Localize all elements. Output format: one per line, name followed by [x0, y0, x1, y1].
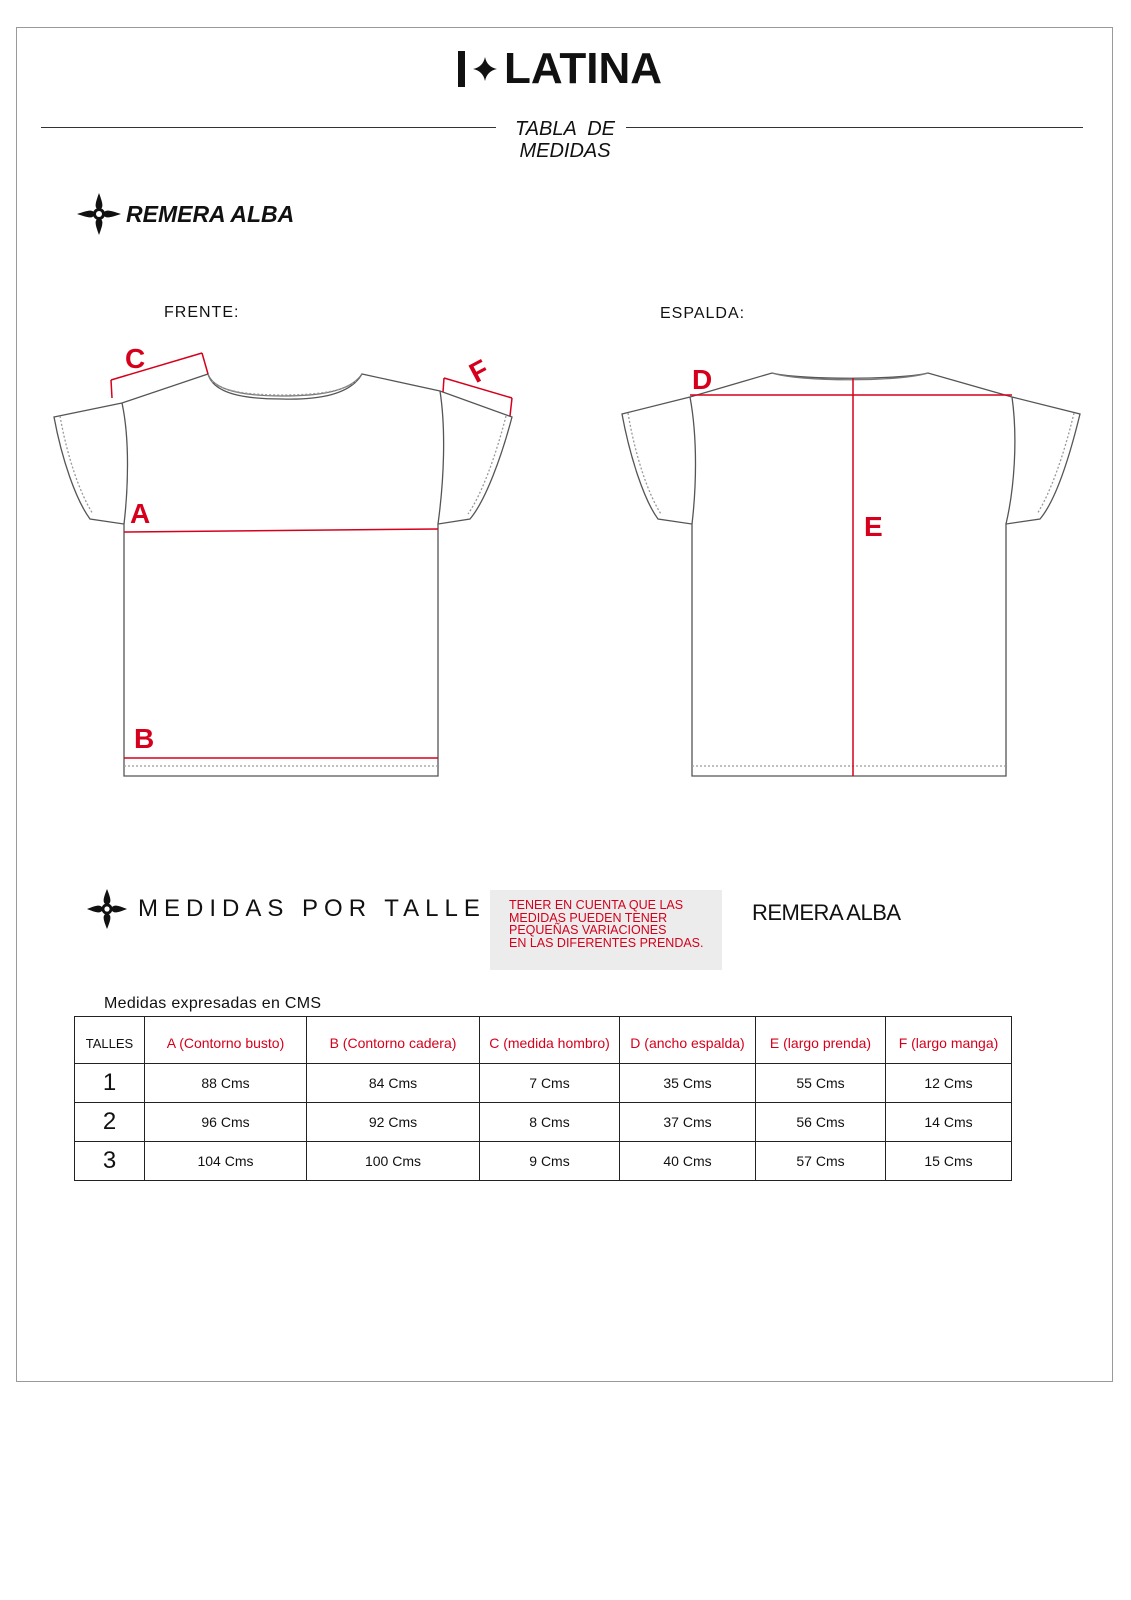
table-cell: 92 Cms: [307, 1103, 480, 1142]
note-line: PEQUEÑAS VARIACIONES: [509, 923, 667, 937]
front-measure-lines: [111, 353, 512, 758]
label-b: B: [134, 723, 155, 754]
note-line: EN LAS DIFERENTES PRENDAS.: [509, 935, 704, 950]
table-cell: 84 Cms: [307, 1064, 480, 1103]
column-header: F (largo manga): [886, 1017, 1012, 1064]
table-cell: 15 Cms: [886, 1142, 1012, 1181]
table-cell: 14 Cms: [886, 1103, 1012, 1142]
size-cell: 3: [75, 1142, 145, 1181]
table-row: [75, 1142, 1012, 1181]
table-row: [75, 1103, 1012, 1142]
note-line: MEDIDAS PUEDEN TENER: [509, 910, 668, 925]
table-cell: 37 Cms: [620, 1103, 756, 1142]
subtitle-line-1: TABLA DE: [514, 118, 616, 140]
section-title: [86, 888, 486, 930]
column-header: TALLES: [75, 1017, 145, 1064]
measure-line-a: [124, 529, 438, 532]
column-header: B (Contorno cadera): [307, 1017, 480, 1064]
column-header: D (ancho espalda): [620, 1017, 756, 1064]
table-cell: 55 Cms: [756, 1064, 886, 1103]
front-tshirt-drawing: [54, 374, 512, 776]
table-cell: 12 Cms: [886, 1064, 1012, 1103]
back-view-label: ESPALDA:: [660, 305, 746, 322]
table-cell: 7 Cms: [480, 1064, 620, 1103]
variation-note: [490, 890, 722, 970]
column-header: E (largo prenda): [756, 1017, 886, 1064]
section-title-text: MEDIDAS POR TALLE: [138, 895, 486, 922]
back-tshirt-drawing: [622, 373, 1080, 776]
size-table: [74, 1016, 1012, 1181]
brand-name: LATINA: [504, 44, 663, 93]
note-line: TENER EN CUENTA QUE LAS: [509, 898, 684, 912]
table-cell: 35 Cms: [620, 1064, 756, 1103]
table-cell: 88 Cms: [145, 1064, 307, 1103]
table-header-row: [75, 1017, 1012, 1064]
table-cell: 40 Cms: [620, 1142, 756, 1181]
subtitle-line-2: MEDIDAS: [519, 140, 611, 162]
table-cell: 8 Cms: [480, 1103, 620, 1142]
table-cell: 96 Cms: [145, 1103, 307, 1142]
flower-icon: [86, 888, 128, 930]
column-header: A (Contorno busto): [145, 1017, 307, 1064]
label-e: E: [864, 511, 883, 542]
label-a: A: [130, 498, 151, 529]
label-c: C: [125, 343, 146, 374]
table-cell: 9 Cms: [480, 1142, 620, 1181]
table-cell: 56 Cms: [756, 1103, 886, 1142]
product-title-text: REMERA ALBA: [126, 200, 295, 227]
table-cell: 100 Cms: [307, 1142, 480, 1181]
front-view-label: FRENTE:: [164, 304, 240, 321]
table-cell: 104 Cms: [145, 1142, 307, 1181]
back-measure-lines: [690, 378, 1012, 776]
table-row: [75, 1064, 1012, 1103]
label-d: D: [692, 364, 713, 395]
units-caption: Medidas expresadas en CMS: [104, 995, 322, 1012]
table-cell: 57 Cms: [756, 1142, 886, 1181]
product-name: REMERA ALBA: [752, 900, 901, 925]
label-f: F: [464, 353, 494, 389]
size-cell: 2: [75, 1103, 145, 1142]
column-header: C (medida hombro): [480, 1017, 620, 1064]
size-cell: 1: [75, 1064, 145, 1103]
